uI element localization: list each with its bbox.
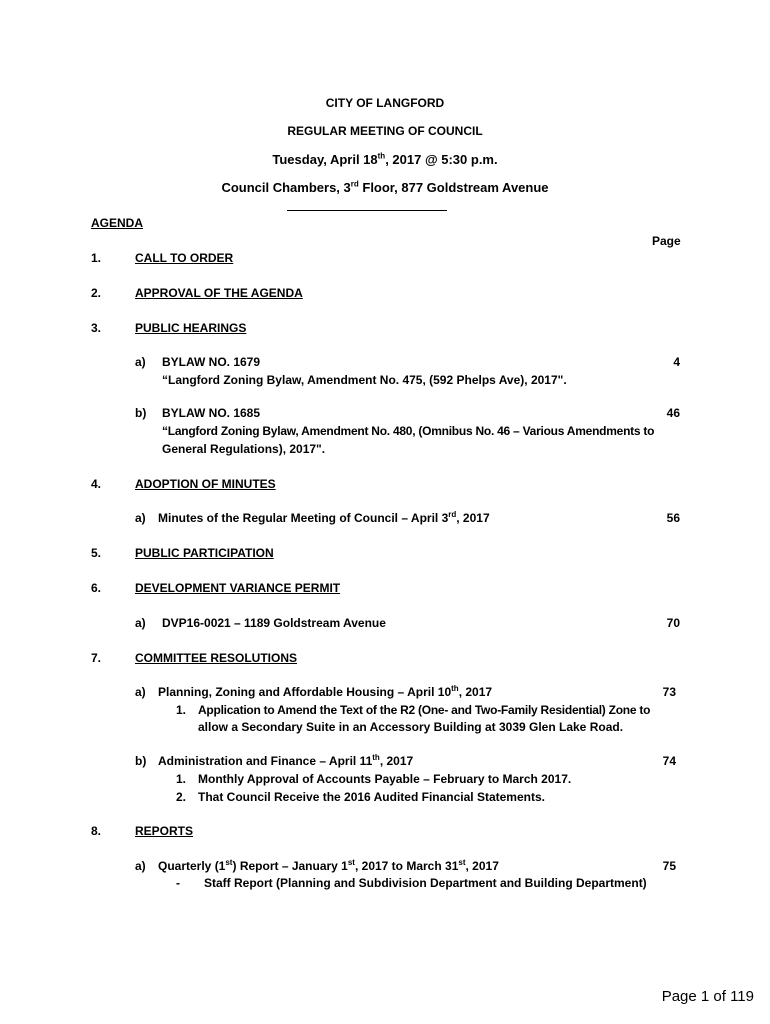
section-number: 8. — [91, 824, 102, 838]
item-letter: b) — [135, 754, 147, 768]
section-number: 3. — [91, 321, 102, 335]
sub-item-number: 2. — [176, 790, 187, 804]
section-number: 6. — [91, 581, 102, 595]
item-page: 74 — [662, 754, 676, 768]
sub-item-text: Application to Amend the Text of the R2 (One- and Two-Family Residential) Zone to — [198, 703, 651, 717]
sub-item-text: Monthly Approval of Accounts Payable – February to March 2017. — [198, 772, 572, 786]
header-divider — [287, 210, 447, 211]
item-description-cont: General Regulations), 2017". — [162, 442, 326, 456]
section-number: 5. — [91, 546, 102, 560]
item-page: 73 — [662, 685, 676, 699]
agenda-label: AGENDA — [91, 216, 144, 230]
item-title: Planning, Zoning and Affordable Housing – April 10th, 2017 — [158, 684, 493, 699]
item-letter: a) — [135, 355, 146, 369]
item-title: Quarterly (1st) Report – January 1st, 2017 to March 31st, 2017 — [158, 858, 499, 873]
section-number: 1. — [91, 251, 102, 265]
sub-item-dash: - — [176, 876, 180, 890]
item-letter: b) — [135, 406, 147, 420]
section-number: 4. — [91, 477, 102, 491]
sub-item-number: 1. — [176, 772, 187, 786]
page-number: Page 1 of 119 — [661, 988, 754, 1005]
item-page: 75 — [662, 859, 676, 873]
city-name: CITY OF LANGFORD — [325, 96, 445, 110]
section-number: 7. — [91, 651, 102, 665]
section-title: PUBLIC PARTICIPATION — [135, 546, 274, 560]
item-letter: a) — [135, 511, 146, 525]
meeting-date: Tuesday, April 18th, 2017 @ 5:30 p.m. — [272, 151, 498, 167]
sub-item-text: That Council Receive the 2016 Audited Financial Statements. — [198, 790, 545, 804]
item-letter: a) — [135, 616, 146, 630]
item-title: Minutes of the Regular Meeting of Council – April 3rd, 2017 — [158, 510, 490, 525]
item-title: DVP16-0021 – 1189 Goldstream Avenue — [162, 616, 386, 630]
section-title: REPORTS — [135, 824, 194, 838]
section-title: COMMITTEE RESOLUTIONS — [135, 651, 297, 665]
section-title: ADOPTION OF MINUTES — [135, 477, 276, 491]
item-letter: a) — [135, 859, 146, 873]
meeting-location: Council Chambers, 3rd Floor, 877 Goldstream Avenue — [221, 179, 549, 195]
item-title: BYLAW NO. 1685 — [162, 406, 261, 420]
section-title: CALL TO ORDER — [135, 251, 234, 265]
sub-item-number: 1. — [176, 703, 187, 717]
meeting-title: REGULAR MEETING OF COUNCIL — [287, 124, 483, 138]
item-title: BYLAW NO. 1679 — [162, 355, 261, 369]
item-page: 56 — [666, 511, 680, 525]
section-title: DEVELOPMENT VARIANCE PERMIT — [135, 581, 341, 595]
item-page: 4 — [673, 355, 680, 369]
page-column-label: Page — [652, 234, 681, 248]
sub-item-text: Staff Report (Planning and Subdivision Department and Building Department) — [204, 876, 647, 890]
item-letter: a) — [135, 685, 146, 699]
sub-item-text-cont: allow a Secondary Suite in an Accessory Building at 3039 Glen Lake Road. — [198, 720, 624, 734]
item-page: 46 — [666, 406, 680, 420]
item-description: “Langford Zoning Bylaw, Amendment No. 480, (Omnibus No. 46 – Various Amendments to — [162, 424, 655, 438]
section-title: APPROVAL OF THE AGENDA — [135, 286, 303, 300]
item-title: Administration and Finance – April 11th, 2017 — [158, 753, 414, 768]
section-number: 2. — [91, 286, 102, 300]
item-description: “Langford Zoning Bylaw, Amendment No. 475, (592 Phelps Ave), 2017". — [162, 373, 567, 387]
section-title: PUBLIC HEARINGS — [135, 321, 247, 335]
item-page: 70 — [666, 616, 680, 630]
